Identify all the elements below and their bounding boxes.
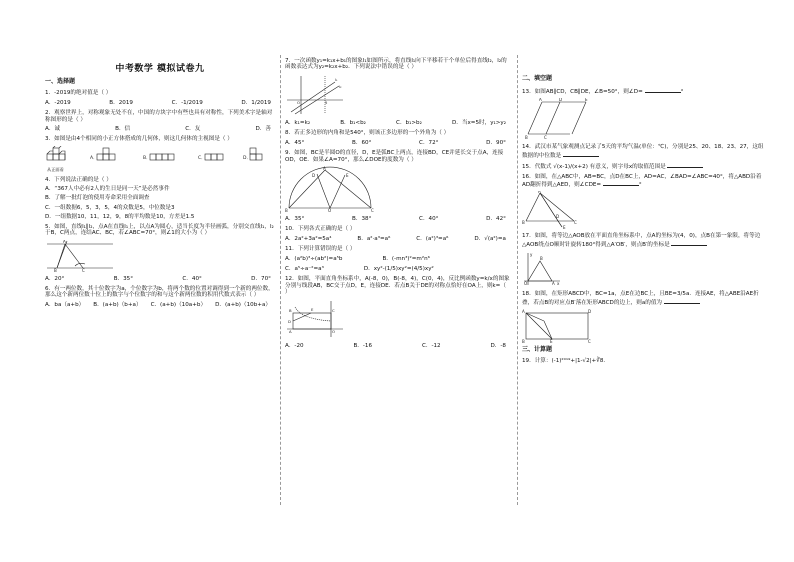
svg-text:C: C (82, 267, 85, 272)
question-8: 8．若正多边形的内角和是540°，则该正多边形的一个外角为（ ） (285, 130, 450, 137)
question-5-figure (45, 240, 275, 272)
option-d: D．√(a²)=a (474, 235, 506, 242)
question-18-text: 18．如图，在矩形ABCD中，BC=1a，点E在边BC上，且BE=3/5a．连接AE，将△ABE沿AE折叠，若点B的对应点B′落在矩形ABCD的边上，则a的值为 (522, 291, 759, 306)
option-d: D．(a+b)（10b+a） (215, 301, 271, 308)
svg-text:A: A (323, 165, 326, 171)
question-3: 3．如图是由4个相同的小正方体搭成的几何体，则这几何体的主视图是（ ） (45, 136, 233, 143)
option-d: D．当x=5时，y₁>y₂ (451, 119, 506, 126)
option-b: B．35° (113, 275, 134, 282)
column-3 (522, 58, 767, 367)
option-a: A．诚 (45, 125, 61, 132)
svg-text:C: C (332, 307, 335, 313)
question-13: 13．如图AB∥CD，CB∥DE，∠B=50°，则∠D= ° (522, 88, 684, 95)
answer-blank[interactable] (667, 162, 703, 168)
question-2-options (45, 126, 275, 132)
question-4: 4．下列说法正确的是（ ） (45, 176, 112, 183)
svg-text:B: B (522, 339, 525, 344)
coordinate-rectangle-figure (285, 299, 345, 339)
svg-text:E: E (585, 98, 588, 103)
linear-function-graph (285, 74, 345, 116)
rectangle-fold-figure (522, 309, 592, 343)
column-2 (285, 58, 510, 353)
question-15-text: 15．代数式 √(x-1)/(x+2) 有意义，则字母x的取值范围是 (522, 164, 666, 171)
question-7-options (285, 120, 510, 126)
answer-blank[interactable] (603, 180, 639, 186)
question-11-options-cd (285, 266, 510, 272)
option-a: A．45° (285, 139, 305, 146)
answer-blank[interactable] (671, 240, 707, 246)
option-b: B．b₁<b₂ (340, 119, 366, 126)
question-2: 2．观察世界上，对称观象无处不在，中国的方块字中有些也具有对称性，下列美术字是轴对称图形的是（ ） (45, 110, 273, 123)
option-c: C．-1/2019 (171, 99, 203, 106)
column-divider-2 (517, 55, 518, 505)
svg-text:C: C (588, 339, 591, 344)
option-a: A．20° (45, 275, 65, 282)
question-19: 19．计算：(-1)²⁰¹⁹+|1-√2|+∛8． (522, 358, 609, 364)
svg-text:O: O (328, 207, 332, 212)
svg-text:C．: C． (198, 155, 206, 161)
option-c: C．(a+b)（10a+b） (150, 301, 207, 308)
question-14-text: 14．武汉市某气象观测点记录了5天的平均气温(单位：℃)，分别是25、20、18、23、27，这组数据的中位数是 (522, 144, 764, 159)
question-12-options (285, 343, 510, 349)
option-d: D．xy²-(1/5)xy²=(4/5)xy² (363, 266, 434, 273)
svg-text:y: y (530, 252, 533, 258)
svg-text:B: B (540, 256, 543, 262)
equilateral-triangle-axes (522, 251, 562, 287)
svg-text:A: A (538, 191, 541, 195)
question-18-figure (522, 309, 767, 343)
question-17-text: 17．如图，将等边△AOB放在平面直角坐标系中，点A的坐标为(4，0)，点B在第一象限，将等边△AOB绕点O顺时针旋转180°得到△A′OB′，则点B′的坐标是 (522, 233, 761, 248)
option-d: D．70° (251, 275, 271, 282)
question-14 (522, 144, 767, 159)
page-title: 中考数学 模拟试卷九 (115, 64, 205, 74)
option-b: B．-16 (353, 342, 373, 349)
question-7-figure (285, 74, 510, 116)
question-8-options (285, 140, 510, 146)
question-13-figure (522, 98, 767, 140)
option-b: B．2019 (109, 99, 133, 106)
option-c: C．b₁>b₂ (396, 119, 422, 126)
question-9: 9．如图，BC是半圆O的直径，D，E是弧BC上两点，连接BD，CE并延长交于点A，连接OD，OE．如果∠A=70°，那么∠DOE的度数为（ ） (285, 150, 504, 163)
svg-text:E: E (311, 306, 314, 312)
svg-text:x: x (557, 281, 560, 287)
option-a: A．(a²b)³÷(ab²)=a⁵b (285, 255, 343, 262)
question-12-figure (285, 299, 510, 339)
question-11-options-ab (285, 256, 510, 262)
svg-text:A: A (289, 328, 292, 334)
option-a: A．-20 (285, 342, 304, 349)
svg-text:D: D (588, 309, 592, 315)
question-9-options (285, 216, 510, 222)
svg-text:D: D (312, 172, 316, 178)
question-3-figures (45, 146, 275, 173)
question-6: 6．有一两位数，其十位数字为a，个位数字为b，将两个数的位置对调得到一个新的两位数，那么这个新两位数十位上的数字与个位数字的和与这个新两位数的积用代数式表示（ ） (45, 285, 274, 299)
question-18 (522, 291, 767, 306)
question-17-figure (522, 251, 767, 287)
answer-blank[interactable] (645, 87, 681, 93)
section-heading-choice: 一、选择题 (45, 78, 76, 86)
svg-text:D: D (288, 318, 291, 324)
question-4-option-d: D．一组数据10，11，12，9，8的平均数是10，方差是1.5 (45, 214, 195, 221)
question-1-options (45, 100, 275, 106)
option-d: D．善 (255, 125, 271, 132)
front-view-caption: 从正面看 (47, 166, 64, 172)
svg-text:l₂: l₂ (339, 83, 342, 89)
svg-text:A: A (552, 281, 555, 287)
option-b: B．60° (352, 139, 372, 146)
svg-text:O: O (297, 99, 300, 105)
triangle-fold-figure (522, 191, 582, 229)
section-heading-fill: 二、填空题 (522, 75, 553, 82)
svg-text:B: B (525, 135, 528, 141)
svg-text:D: D (556, 214, 560, 220)
question-6-options (45, 302, 275, 308)
option-a: A．ba（a+b） (45, 301, 85, 308)
question-4-option-c: C．一组数据6，5，3，5，4的众数是5，中位数是3 (45, 204, 175, 211)
question-17 (522, 233, 767, 248)
question-5: 5．如图，直线l₁∥l₂，点A在直线l₁上，以点A为圆心，适当长度为半径画弧，分别交直线l₁，l₂于B，C两点，连结AC、BC，若∠ABC=70°，则∠1的大小为（ ） (45, 223, 274, 237)
question-16: 16．如图，在△ABC中，AB=BC，点D在BC上，AD=AC，∠BAD=∠ABC=40°，将△ABD沿着AD翻折得到△AED，则∠CDE= ° (522, 173, 762, 188)
option-b: B．(a+b)（b+a） (93, 301, 142, 308)
semicircle-figure (285, 166, 375, 212)
svg-text:C: C (371, 207, 374, 212)
option-b: B．(-mn³)²=m²n⁶ (382, 255, 430, 262)
option-a: A．2a²+3a²=5a⁴ (285, 235, 332, 242)
question-4-option-a: A．“367人中必有2人的生日是同一天”是必然事件 (45, 186, 170, 193)
option-c: C．-12 (421, 342, 441, 349)
svg-text:A: A (522, 309, 525, 315)
parallelogram-figure (522, 98, 592, 140)
question-16-text: 16．如图，在△ABC中，AB=BC，点D在BC上，AD=AC，∠BAD=∠ABC=40°，将△ABD沿着AD翻折得到△AED，则∠CDE= (522, 173, 762, 188)
option-b: B．信 (115, 125, 131, 132)
svg-text:A．: A． (90, 155, 98, 161)
question-7: 7．一次函数y₁=k₁x+b₁的图象l₁如图所示，将直线l₁向下平移若干个单位后得直线l₂，l₂的函数表达式为y₂=k₂x+b₂．下列说法中错误的是（ ） (285, 58, 507, 71)
svg-text:C: C (544, 135, 547, 141)
svg-text:B: B (285, 207, 288, 212)
svg-text:O: O (524, 281, 528, 287)
svg-text:B: B (289, 307, 292, 313)
option-c: C．40° (182, 275, 202, 282)
option-c: C．a⁵÷a⁻²=a³ (285, 266, 324, 273)
svg-text:E: E (563, 225, 566, 230)
option-c: C．友 (185, 125, 201, 132)
parallel-lines-figure (45, 240, 115, 272)
svg-text:l₁: l₁ (335, 76, 338, 82)
svg-text:B: B (54, 267, 57, 272)
question-9-figure (285, 166, 510, 212)
option-b: B．38° (352, 215, 372, 222)
cube-views-figure (45, 146, 270, 168)
svg-text:B．: B． (143, 155, 151, 161)
question-13-text: 13．如图AB∥CD，CB∥DE，∠B=50°，则∠D= (522, 88, 643, 95)
option-d: D．-8 (490, 342, 506, 349)
question-5-options (45, 276, 275, 282)
option-d: D．1/2019 (241, 99, 271, 106)
svg-text:E: E (550, 339, 553, 344)
svg-text:A: A (539, 98, 542, 103)
option-c: C．72° (419, 139, 439, 146)
answer-blank[interactable] (664, 298, 700, 304)
question-12: 12．如图，平面直角坐标系中，A(-8，0)，B(-8，4)，C(0，4)，反比例函数y=k/x的图象分别与线段AB，BC交于点D，E，连接DE．若点B关于DE的对称点恰好在OA上，则k=（ ） (285, 276, 510, 296)
svg-text:A: A (63, 239, 66, 244)
option-c: C．(a²)³=a⁶ (416, 235, 449, 242)
column-1 (45, 58, 275, 312)
question-10-options (285, 236, 510, 242)
svg-text:E: E (346, 172, 349, 178)
option-a: A．k₁=k₂ (285, 119, 311, 126)
option-a: A．35° (285, 215, 305, 222)
section-heading-calc: 三、计算题 (522, 346, 553, 354)
answer-blank[interactable] (563, 151, 599, 157)
svg-text:D: D (559, 98, 563, 103)
question-10: 10．下列各式正确的是（ ） (285, 226, 356, 233)
svg-text:O: O (332, 328, 335, 334)
option-d: D．90° (486, 139, 506, 146)
question-15 (522, 162, 767, 170)
column-divider-1 (280, 55, 281, 505)
svg-text:C: C (574, 220, 577, 226)
question-11: 11．下列计算错误的是（ ） (285, 246, 356, 253)
svg-text:B: B (522, 220, 525, 226)
option-d: D．42° (486, 215, 506, 222)
option-c: C．40° (419, 215, 439, 222)
question-4-option-b: B．了解一批灯泡的使用寿命采用全面调查 (45, 195, 150, 202)
question-1: 1．-2019的绝对值是（ ） (45, 90, 112, 97)
svg-text:5: 5 (325, 99, 328, 105)
option-a: A．-2019 (45, 99, 71, 106)
option-b: B．a²·a³=a⁶ (357, 235, 391, 242)
question-16-figure (522, 191, 767, 229)
svg-text:D．: D． (243, 155, 251, 161)
